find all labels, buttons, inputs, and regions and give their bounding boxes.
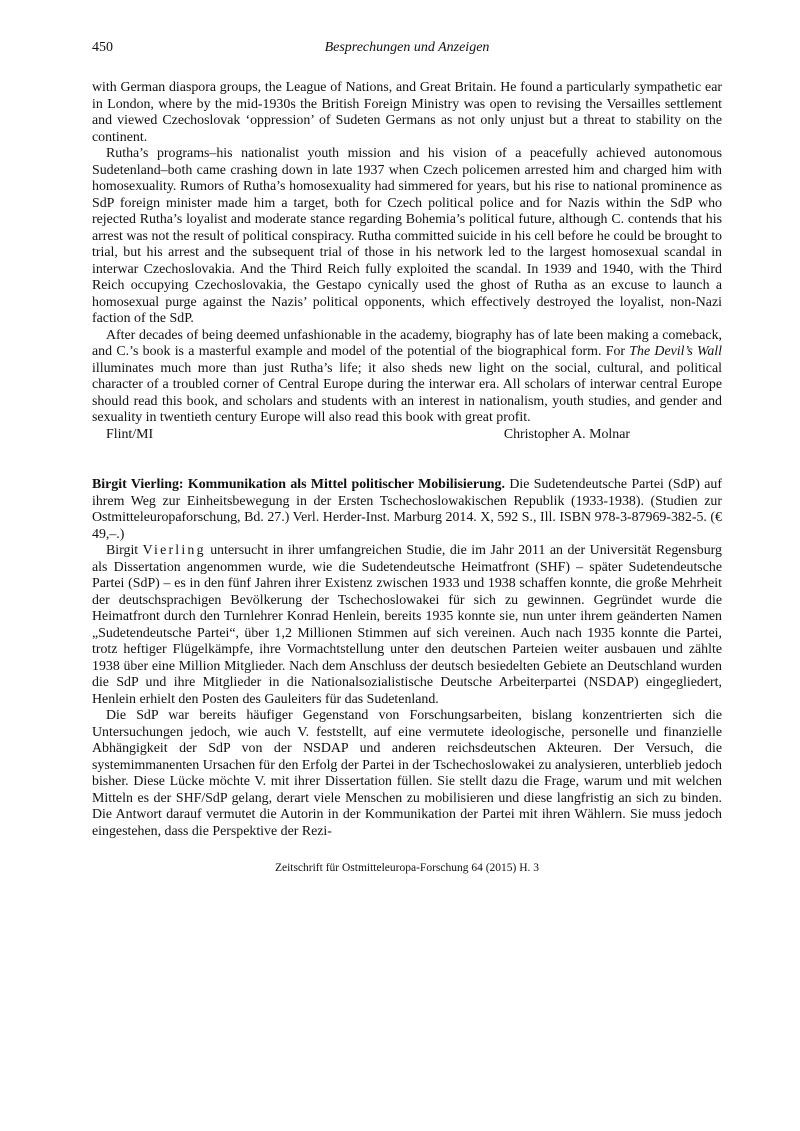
journal-footer: Zeitschrift für Ostmitteleuropa-Forschung 64 (2015) H. 3 [274, 862, 540, 874]
review-2-paragraph-1 [92, 543, 722, 708]
running-head [92, 40, 722, 58]
review-2-paragraph-1-start: Birgit [106, 543, 143, 558]
section-title: Besprechungen und Anzeigen [324, 40, 490, 55]
review-2-citation: Die Sudetendeutsche Partei (SdP) auf ihrem Weg zur Einheitsbewegung in der Ersten Tschechoslowakischen Republik (1933-1938). (Studien zur Ostmitteleuropaforschung, Bd. 27.) Verl. Herder-Inst. Marburg 2014. X, 592 S., Ill. ISBN 978-3-87969-382-5. (€ 49,–.) [92, 477, 722, 542]
paragraph-3-text-b: illuminates much more than just Rutha’s life; it also sheds new light on the social, cultural, and political character of a troubled corner of Central Europe during the interwar era. All scholars of interwar central Europe should read this book, and scholars and students with an interest in nationalism, youth studies, and gender and sexuality in twentieth century Europe will also read this book with great profit. [92, 360, 722, 425]
book-title-devils-wall: The Devil’s Wall [629, 344, 722, 359]
review-2-heading [92, 477, 722, 543]
reviewer-location: Flint/MI [106, 426, 154, 442]
review-1 [92, 80, 722, 443]
review-1-signature [92, 427, 722, 444]
author-surname: Vierling [142, 543, 206, 558]
reviewer-name: Christopher A. Molnar [503, 426, 630, 442]
page-number: 450 [92, 40, 113, 55]
review-1-paragraph-1: with German diaspora groups, the League of Nations, and Great Britain. He found a particularly sympathetic ear in London, where by the mid-1930s the British Foreign Ministry was open to revising the Versailles settlement and viewed Czechoslovak ‘oppression’ of Sudeten Germans as not only unjust but a threat to stability on the continent. [92, 80, 722, 145]
review-2-paragraph-1-rest: untersucht in ihrer umfangreichen Studie, die im Jahr 2011 an der Universität Regensburg als Dissertation angenommen wurde, wie die Sudetendeutsche Heimatfront (SHF) – später Sudetendeutsche Partei (SdP) – es in den fünf Jahren ihrer Existenz zwischen 1933 und 1938 schaffen konnte, die große Mehrheit der deutschsprachigen Bevölkerung der Tschechoslowakei für sich zu gewinnen. Gegründet wurde die Heimatfront durch den Turnlehrer Konrad Henlein, bereits 1935 konnte sie, nun unter ihrem geänderten Namen „Sudetendeutsche Partei“, über 1,2 Millionen Stimmen auf sich vereinen. Auch nach 1935 konnte die Partei, trotz heftiger Flügelkämpfe, ihre Vormachtstellung unter den deutschen Parteien weiter ausbauen und zählte 1938 über eine Million Mitglieder. Nach dem Anschluss der deutsch besiedelten Gebiete an Deutschland wurden die SdP und ihre Mitglieder in die Nationalsozialistische Deutsche Arbeiterpartei (NSDAP) eingegliedert, Henlein erhielt den Posten des Gauleiters für das Sudetenland. [92, 543, 722, 707]
review-1-paragraph-3 [92, 328, 722, 427]
review-2-title: Birgit Vierling: Kommunikation als Mittel politischer Mobilisierung. [92, 477, 505, 492]
review-2-paragraph-2: Die SdP war bereits häufiger Gegenstand von Forschungsarbeiten, bislang konzentrierten sich die Untersuchungen jedoch, wie auch V. feststellt, auf eine vermutete ideologische, personelle und finanzielle Abhängigkeit der SdP von der NSDAP und anderen reichsdeutschen Akteuren. Der Versuch, die systemimmanenten Ursachen für den Erfolg der Partei in der Tschechoslowakei zu analysieren, unterblieb jedoch bisher. Diese Lücke möchte V. mit ihrer Dissertation füllen. Sie stellt dazu die Frage, warum und mit welchen Mitteln es der SHF/SdP gelang, derart viele Menschen zu mobilisieren und diese langfristig an sich zu binden. Die Antwort darauf vermutet die Autorin in der Kommunikation der Partei mit ihren Wählern. Sie muss jedoch eingestehen, dass die Perspektive der Rezi- [92, 708, 722, 839]
paragraph-3-text-a: After decades of being deemed unfashionable in the academy, biography has of late been making a comeback, and C.’s book is a masterful example and model of the potential of the biographical form. For [92, 327, 722, 359]
review-2 [92, 477, 722, 840]
review-1-paragraph-2: Rutha’s programs–his nationalist youth mission and his vision of a peacefully achieved autonomous Sudetenland–both came crashing down in late 1937 when Czech policemen arrested him and charged him with homosexuality. Rumors of Rutha’s homosexuality had simmered for years, but his rise to national prominence as SdP foreign minister made him a target, both for Czech political police and for Nazis within the SdP who rejected Rutha’s loyalist and moderate stance regarding Bohemia’s political future, although C. contends that his arrest was not the result of political conspiracy. Rutha committed suicide in his cell before he could be brought to trial, but his arrest and the subsequent trial of those in his network led to the largest homosexual scandal in interwar Czechoslovakia. And the Third Reich fully exploited the scandal. In 1939 and 1940, with the Third Reich occupying Czechoslovakia, the Gestapo cynically used the ghost of Rutha as an excuse to launch a homosexual purge against the Nazis’ political opponents, which effectively destroyed the loyalist, non-Nazi faction of the SdP. [92, 146, 722, 326]
page [92, 40, 722, 840]
